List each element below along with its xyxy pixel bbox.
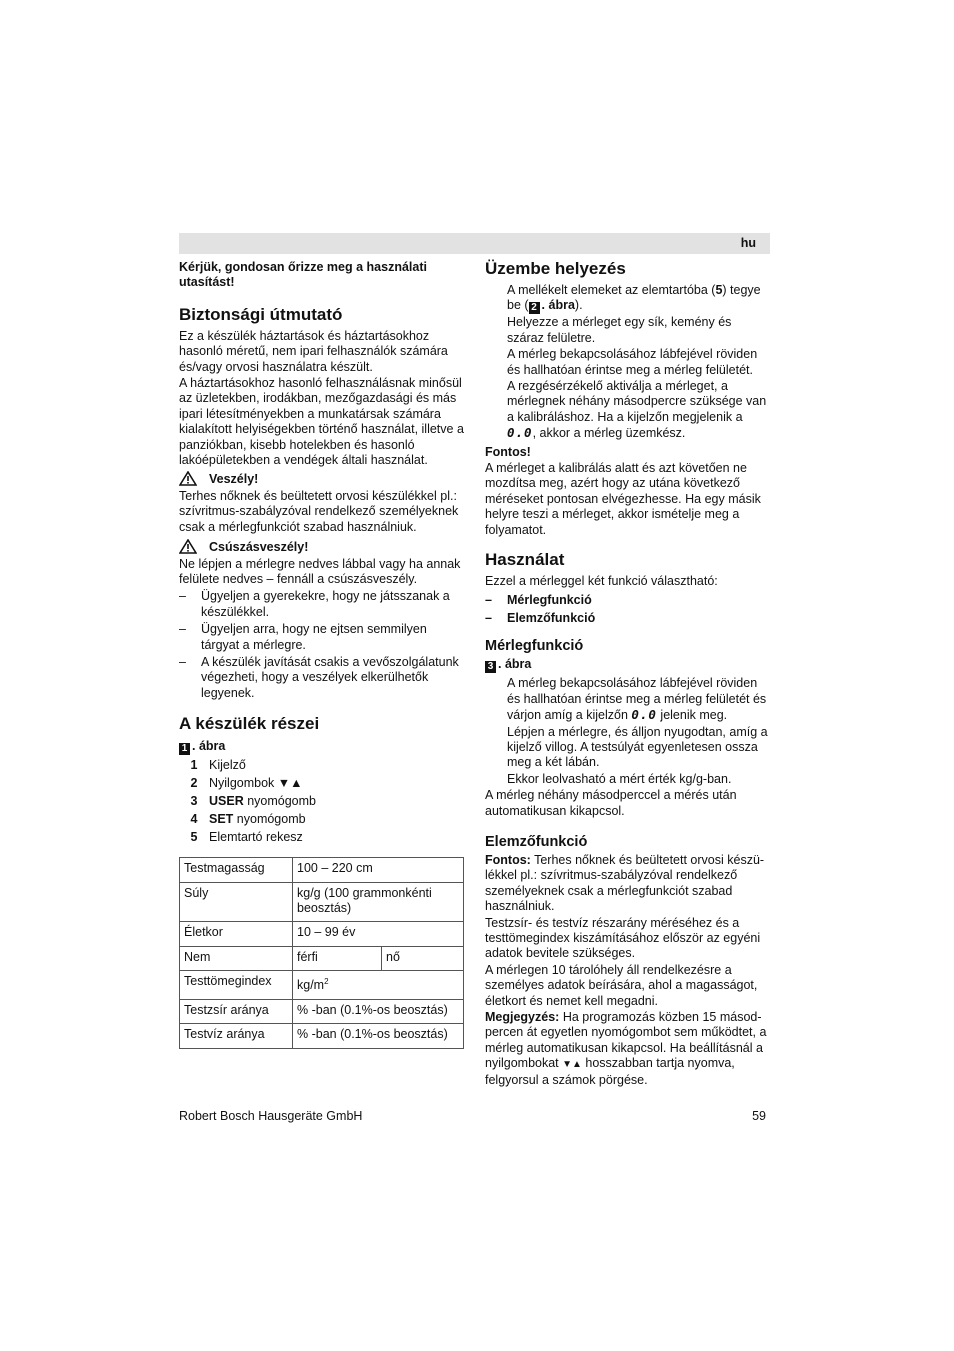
setup-paragraph-2: Helyezze a mérleget egy sík, kemény és száraz felületre. xyxy=(507,315,732,345)
list-item: – Ügyeljen arra, hogy ne ejtsen semmilyen tárgyat a mérlegre. xyxy=(179,622,427,652)
figure-number-badge: 2 xyxy=(529,302,540,314)
parts-list xyxy=(179,758,464,845)
display-reading: 0.0 xyxy=(631,707,657,723)
setup-paragraph-3: A mérleg bekapcsolásához lábfejével röviden és hallhatóan érintse meg a mérleg felületét. xyxy=(507,347,758,377)
list-item: 5 Elemtartó rekesz xyxy=(190,829,303,844)
danger-label: Veszély! xyxy=(209,472,259,487)
figure-3-ref: 3 . ábra xyxy=(485,657,771,673)
safety-paragraph-1: Ez a készülék háztartások és háztartásokhoz hasonló méretű, nem ipari felhasználók számára és/vagy orvosi használatra készült. xyxy=(179,328,448,374)
slip-label: Csúszásveszély! xyxy=(209,540,309,555)
danger-warning xyxy=(179,471,464,487)
list-item: 1 Kijelző xyxy=(190,758,246,773)
list-item: 2 Nyilgombok ▼▲ xyxy=(190,776,303,791)
list-item: – Elemzőfunkció xyxy=(485,610,596,625)
scale-paragraph-3: Ekkor leolvasható a mért érték kg/g-ban. xyxy=(507,771,732,786)
table-row: Testmagasság 100 – 220 cm xyxy=(180,858,464,882)
slip-text: Ne lépjen a mérlegre nedves lábbal vagy ha annak felülete nedves – fennáll a csúszásveszély. xyxy=(179,556,461,586)
list-item: 4 SET nyomógomb xyxy=(190,811,306,826)
page-number: 59 xyxy=(752,1109,766,1123)
arrow-buttons-icon: ▼▲ xyxy=(562,1059,582,1071)
table-row: Életkor 10 – 99 év xyxy=(180,922,464,946)
list-item: – Ügyeljen a gyerekekre, hogy ne játsszanak a készülékkel. xyxy=(179,589,450,619)
use-intro: Ezzel a mérleggel két funkció választható: xyxy=(485,574,718,589)
analysis-paragraph-1: Fontos: Terhes nőknek és beültetett orvosi készülékkel pl.: szívritmus-szabályzóval rendelkező személyeknek csak a mérlegfunkciót szabad használniuk. xyxy=(485,852,765,914)
company-name: Robert Bosch Hausgeräte GmbH xyxy=(179,1109,363,1123)
parts-title: A készülék részei xyxy=(179,714,320,734)
display-reading: 0.0 xyxy=(507,425,533,441)
analysis-function-title: Elemzőfunkció xyxy=(485,833,588,850)
scale-paragraph-4: A mérleg néhány másodperccel a mérés után automatikusan kikapcsol. xyxy=(485,788,737,818)
scale-function-title: Mérlegfunkció xyxy=(485,638,584,655)
note-paragraph: Megjegyzés: Ha programozás közben 15 másodpercen át egyetlen nyomógombot sem működtet, a mérleg automatikusan kikapcsol. Ha beállításnál a nyilgombokat ▼▲ hosszabban tartja nyomva, felgyorsul a számok pörgése. xyxy=(485,1010,767,1087)
setup-title: Üzembe helyezés xyxy=(485,259,626,278)
safety-title: Biztonsági útmutató xyxy=(179,304,343,324)
setup-paragraph-1: A mellékelt elemeket az elemtartóba (5) tegye be ( 2 . ábra). xyxy=(507,283,761,314)
use-title: Használat xyxy=(485,550,565,570)
warning-triangle-icon xyxy=(179,471,197,486)
figure-number-badge: 3 xyxy=(485,661,496,673)
left-column xyxy=(179,258,464,1049)
setup-paragraph-4: A rezgésérzékelő aktiválja a mérleget, a mérlegnek néhány másodpercre szüksége van a kalibráláshoz. Ha a kijelzőn megjelenik a 0.0, akkor a mérleg üzemkész. xyxy=(507,379,767,441)
page-footer xyxy=(179,1109,766,1124)
keep-instructions-note: Kérjük, gondosan őrizze meg a használati utasítást! xyxy=(179,260,427,290)
language-code: hu xyxy=(740,236,756,250)
list-item: – A készülék javítását csakis a vevőszolgálatunk végezheti, hogy a veszélyek elkerülhetők legyenek. xyxy=(179,654,459,700)
scale-paragraph-2: Lépjen a mérlegre, és álljon nyugodtan, amíg a kijelző villog. A testsúlyát egyenletesen ossza meg a két lábán. xyxy=(507,724,768,770)
specifications-table xyxy=(179,857,464,1048)
language-bar xyxy=(179,233,770,254)
table-row: Nem férfi nő xyxy=(180,946,464,970)
important-label: Fontos! xyxy=(485,444,531,459)
warning-triangle-icon xyxy=(179,539,197,554)
slip-warning xyxy=(179,539,464,555)
figure-number-badge: 1 xyxy=(179,743,190,755)
table-row: Testzsír aránya % -ban (0.1%-os beosztás) xyxy=(180,999,464,1023)
important-text: A mérleget a kalibrálás alatt és azt követően ne mozdítsa meg, azért hogy az utána következő méréseket pontosan elvégezhesse. Ha egy másik helyre teszi a mérleget, akkor ismételje meg a folyamatot. xyxy=(485,461,761,537)
table-row: Súly kg/g (100 grammonkénti beosztás) xyxy=(180,882,464,922)
danger-text: Terhes nőknek és beültetett orvosi készülékkel pl.: szívritmus-szabályzóval rendelkező személyeknek csak a mérlegfunkciót szabad használniuk. xyxy=(179,488,459,534)
safety-paragraph-2: A háztartásokhoz hasonló felhasználásnak minősül az üzletekben, irodákban, mezőgazdasági és más ipari létesítményekben a munkatársak számára kialakított helyiségekben történő használat, illetve a panziókban, kisebb hotelekben és hasonló lakóépületekben a vendégek általi használat. xyxy=(179,376,464,468)
analysis-paragraph-2: Testzsír- és testvíz részarány méréséhez és a testtömegindex kiszámításához először az egyéni adatok bevitele szükséges. xyxy=(485,915,761,961)
scale-paragraph-1: A mérleg bekapcsolásához lábfejével röviden és hallhatóan érintse meg a mérleg felületét és várjon amíg a kijelzőn 0.0 jelenik meg. xyxy=(507,676,767,723)
figure-1-ref: 1 . ábra xyxy=(179,739,464,755)
table-row: Testtömegindex $kg/m^2$ xyxy=(180,971,464,1000)
right-column xyxy=(485,258,771,1088)
analysis-paragraph-3: A mérlegen 10 tárolóhely áll rendelkezésre a személyes adatok beírására, ahol a magasságot, életkort és nemet kell megadni. xyxy=(485,962,758,1008)
table-row: Testvíz aránya % -ban (0.1%-os beosztás) xyxy=(180,1024,464,1048)
list-item: – Mérlegfunkció xyxy=(485,592,592,607)
list-item: 3 USER nyomógomb xyxy=(190,793,316,808)
